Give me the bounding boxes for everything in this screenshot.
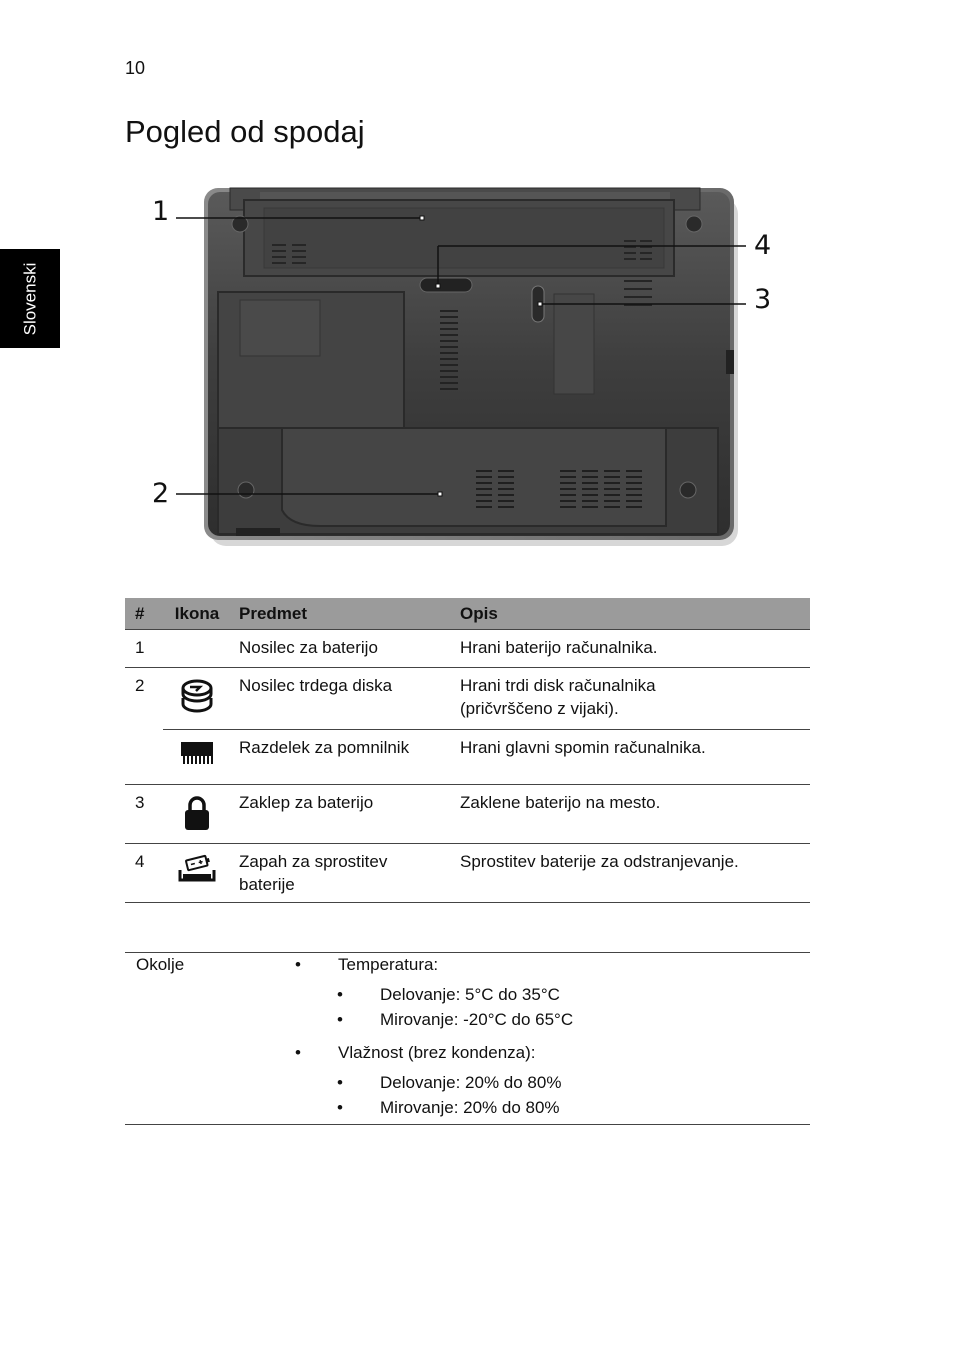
bullet: • [337,985,343,1004]
spec-item: Delovanje: 5°C do 35°C [380,985,560,1004]
callout-1: 1 [152,196,170,227]
row-item: Nosilec trdega diska [229,668,450,730]
table-row [125,785,810,844]
page-number: 10 [125,58,146,78]
row-number: 4 [125,844,163,903]
callout-4: 4 [754,230,772,261]
bullet: • [295,955,301,974]
row-description: Sprostitev baterije za odstranjevanje. [450,844,810,903]
spec-item: Mirovanje: 20% do 80% [380,1098,560,1117]
table-row [125,630,810,668]
item-line: Zapah za sprostitev [239,852,388,871]
header-item: Predmet [229,598,450,630]
hard-disk-icon [163,668,229,730]
header-icon: Ikona [163,598,229,630]
parts-table [125,598,810,903]
row-number: 2 [125,668,163,785]
laptop-bottom-illustration [140,180,790,560]
header-description: Opis [450,598,810,630]
header-number: # [125,598,163,630]
battery-release-icon [163,844,229,903]
memory-module-icon [163,730,229,785]
row-description: Hrani glavni spomin računalnika. [450,730,810,785]
laptop-bottom-drawing [140,180,790,560]
table-row [125,668,810,730]
row-number: 3 [125,785,163,844]
language-label: Slovenski [20,262,40,335]
row-item: Zaklep za baterijo [229,785,450,844]
spec-item: Delovanje: 20% do 80% [380,1073,562,1092]
spec-item: Mirovanje: -20°C do 65°C [380,1010,574,1029]
environment-specs [125,952,810,1125]
lock-icon [163,785,229,844]
parts-table-header [125,598,810,630]
table-row [125,730,810,785]
row-description: Hrani baterijo računalnika. [450,630,810,668]
description-line: (pričvrščeno z vijaki). [460,699,619,718]
row-description [450,668,810,730]
language-side-tab [0,249,60,348]
environment-label: Okolje [136,955,185,974]
row-description: Zaklene baterijo na mesto. [450,785,810,844]
bullet: • [337,1073,343,1092]
bullet: • [337,1010,343,1029]
callout-2: 2 [152,478,170,509]
row-item [229,844,450,903]
row-icon-empty [163,630,229,668]
page-title: Pogled od spodaj [125,114,365,149]
table-row [125,844,810,903]
bullet: • [337,1098,343,1117]
spec-group-title: Vlažnost (brez kondenza): [338,1043,536,1062]
description-line: Hrani trdi disk računalnika [460,676,656,695]
row-item: Razdelek za pomnilnik [229,730,450,785]
bullet: • [295,1043,301,1062]
spec-group-title: Temperatura: [338,955,439,974]
row-number: 1 [125,630,163,668]
callout-3: 3 [754,284,772,315]
item-line: baterije [239,875,295,894]
row-item: Nosilec za baterijo [229,630,450,668]
